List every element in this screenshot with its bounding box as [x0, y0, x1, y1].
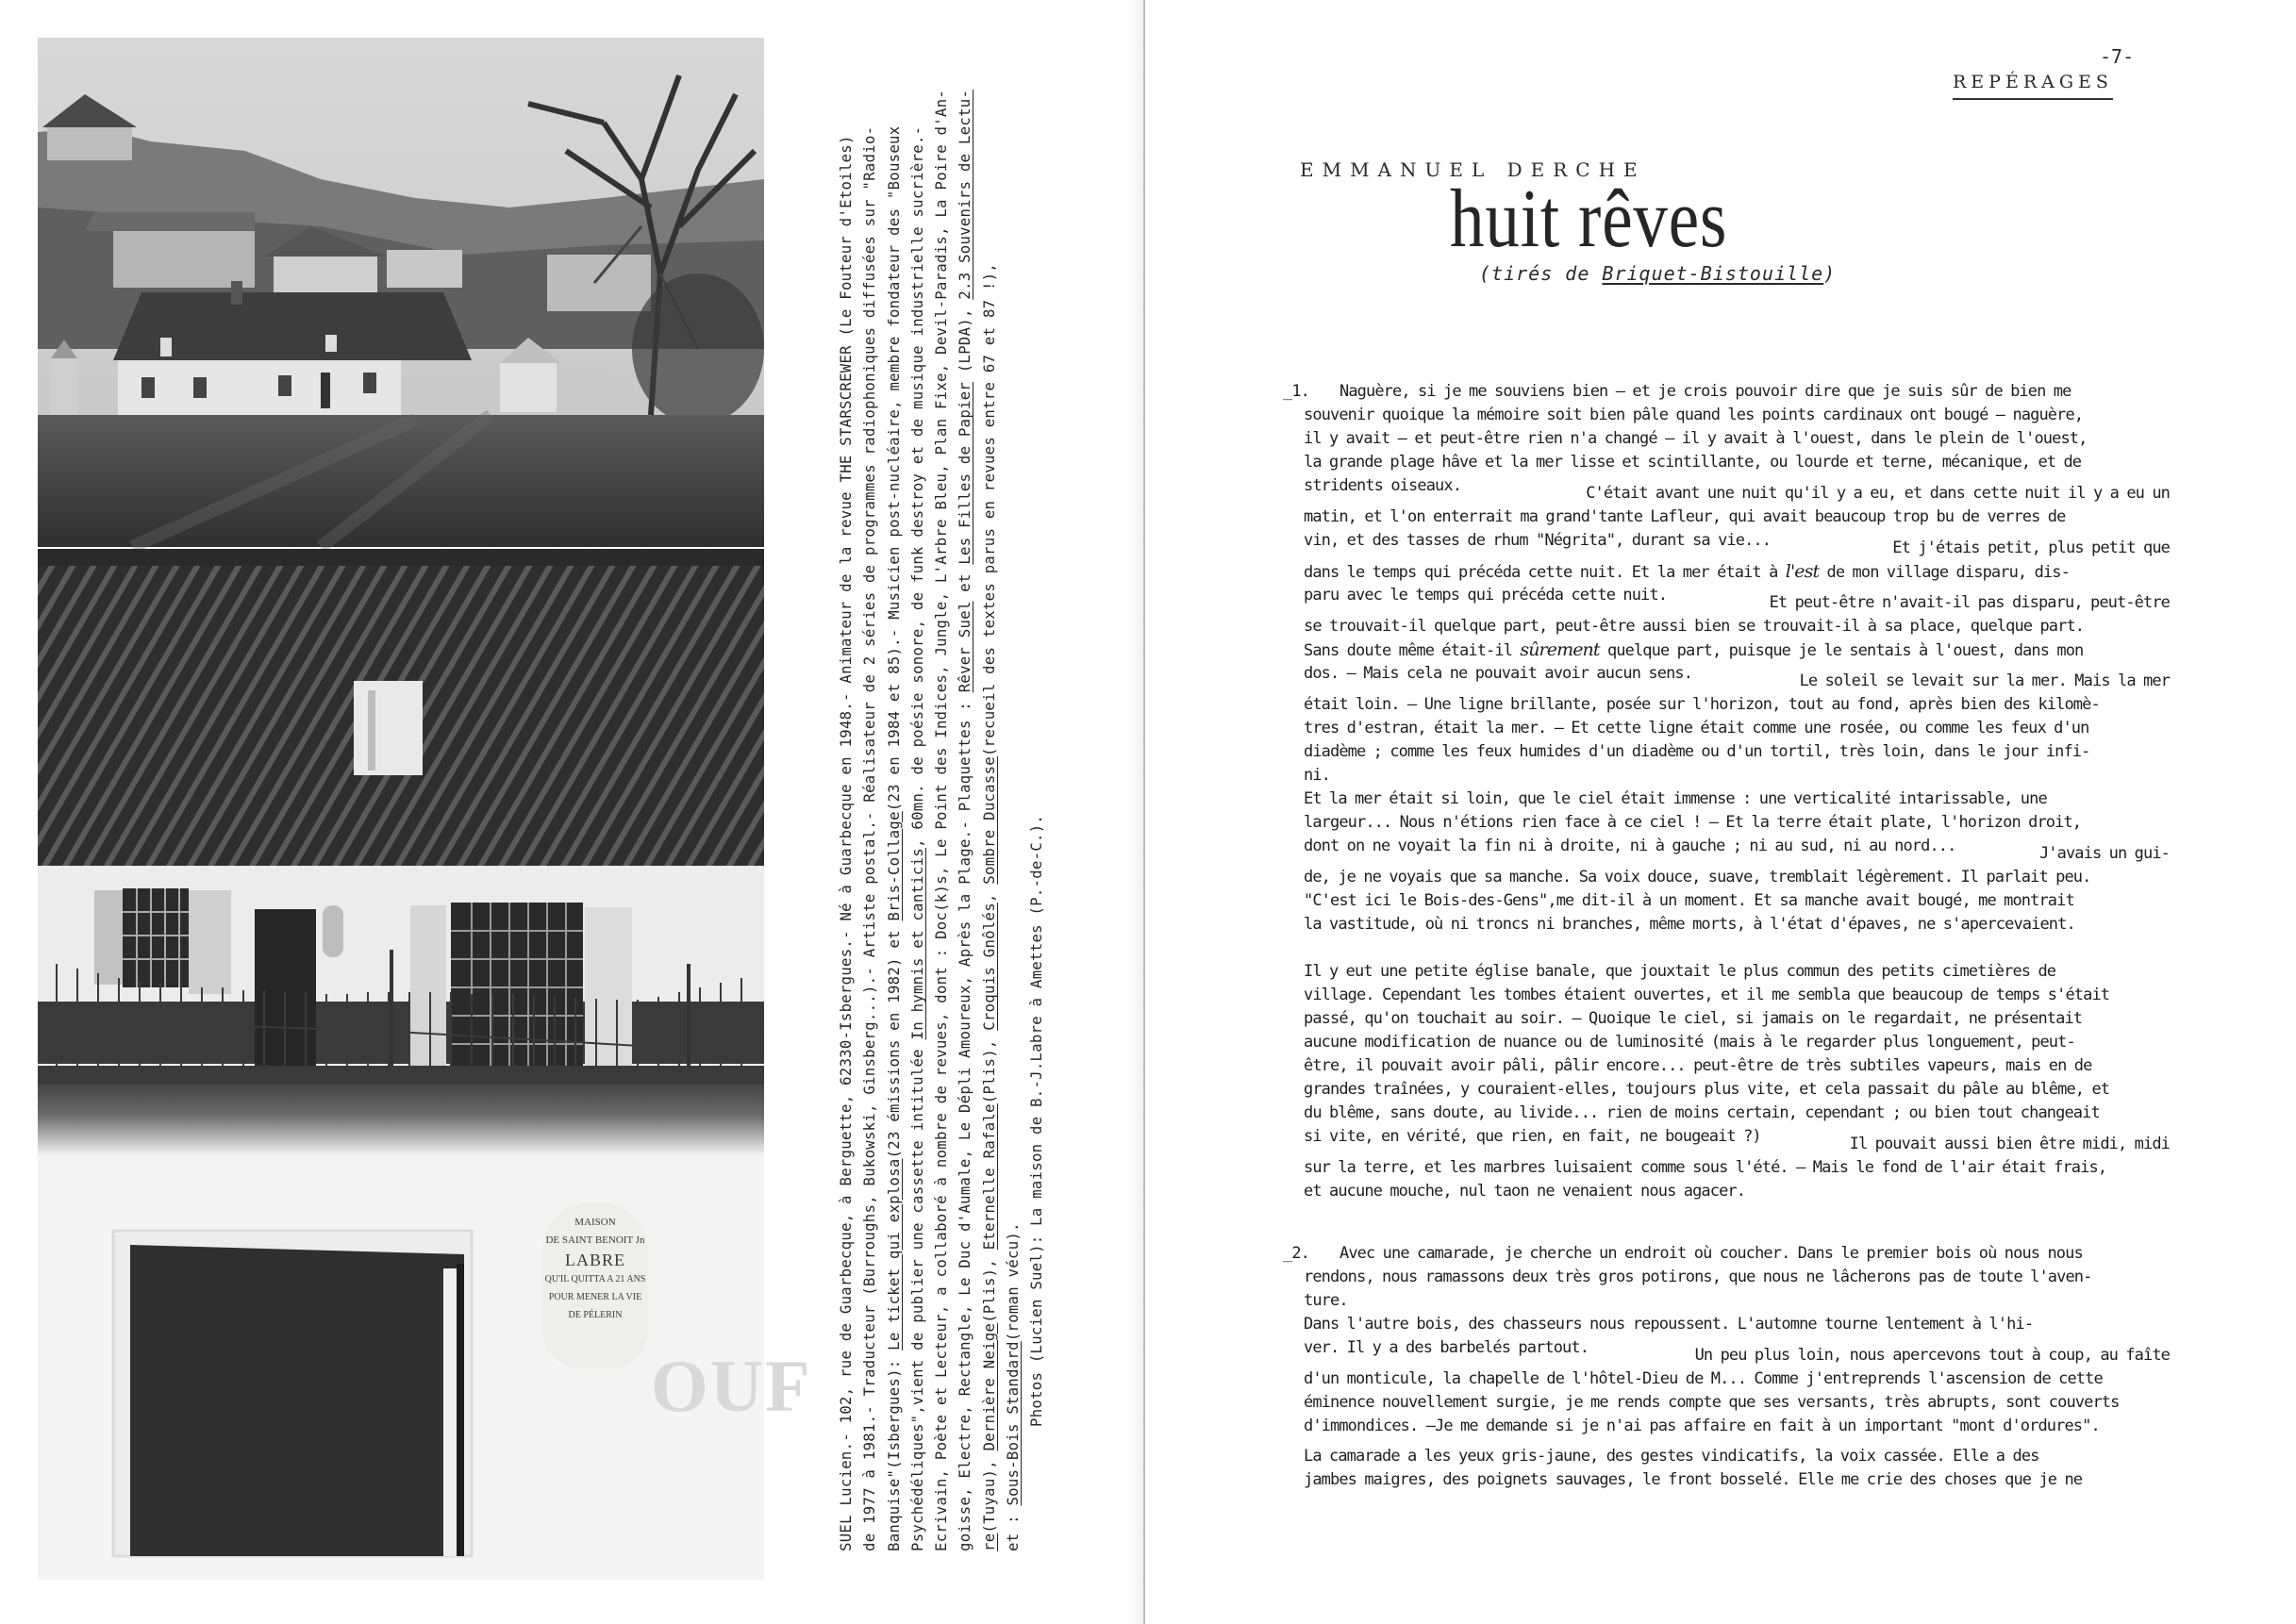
dream-number: _2.	[1283, 1244, 1310, 1263]
text-line	[1283, 1078, 2170, 1102]
text-run: d'un monticule, la chapelle de l'hôtel-Dieu de M... Comme j'entreprends l'ascension de cette	[1304, 1369, 2103, 1388]
text-run: Psychédéliques",vient de publier une cassette intitulée	[908, 1039, 926, 1551]
text-line	[1283, 835, 2170, 866]
text-line	[1283, 451, 2170, 474]
text-run: "C'est ici le Bois-des-Gens",me dit-il à un moment. Et sa manche avait bougé, me montrait	[1304, 891, 2074, 910]
text-run: J'avais un gui-	[2038, 844, 2170, 863]
text-run: dans le temps qui précéda cette nuit. Et la mer était à	[1304, 563, 1786, 582]
text-run: Le soleil se levait sur la mer. Mais la mer	[1799, 671, 2170, 690]
text-run: (Tuyau),	[980, 1450, 998, 1533]
line-start	[1304, 529, 1771, 553]
text-run: d'immondices. –Je me demande si je n'ai pas affaire en fait à un important "mont d'ordures".	[1304, 1417, 2100, 1435]
text-run: stridents oiseaux.	[1304, 476, 1462, 495]
text-line	[1283, 474, 2170, 505]
text-run: (recueil des textes parus en revues entre 67 et 87 !),	[980, 262, 998, 757]
piece-subtitle	[1479, 262, 1836, 285]
italic-emphasis: sûrement	[1520, 639, 1600, 660]
underlined-title: Rêver Suel	[957, 601, 974, 693]
text-line	[1283, 1445, 2170, 1468]
plaque-line: LABRE	[564, 1251, 625, 1269]
text-line	[1283, 505, 2170, 529]
bio-line	[883, 42, 907, 1551]
text-run: largeur... Nous n'étions rien face à ce ciel ! – Et la terre était plate, l'horizon droit,	[1304, 813, 2082, 832]
text-run: de, je ne voyais que sa manche. Sa voix douce, suave, tremblait légèrement. Il parlait peu.	[1304, 868, 2091, 887]
text-line	[1283, 1007, 2170, 1031]
line-start	[1304, 662, 1692, 686]
text-run: ver. Il y a des barbelés partout.	[1304, 1338, 1589, 1357]
dream-number: _1.	[1283, 382, 1310, 401]
faded-wall-lettering: OUF	[651, 1345, 812, 1427]
text-run: ture.	[1304, 1291, 1348, 1310]
text-line	[1283, 787, 2170, 811]
text-line	[1283, 1125, 2170, 1156]
underlined-title: Les Filles de Papier	[957, 381, 974, 565]
text-run: du blême, sans doute, au livide... rien de moins certain, cependant ; ou bien tout changeait	[1304, 1103, 2100, 1122]
text-run: Un peu plus loin, nous apercevons tout à coup, au faîte	[1694, 1346, 2170, 1365]
text-run: se trouvait-il quelque part, peut-être aussi bien se trouvait-il à sa place, quelque part.	[1304, 617, 2085, 636]
text-run: Il y eut une petite église banale, que jouxtait le plus commun des petits cimetières de	[1304, 962, 2056, 981]
text-line	[1283, 662, 2170, 693]
text-line	[1283, 811, 2170, 835]
text-run: aucune modification de nuance ou de luminosité (mais à le regarder plus longuement, peut-	[1304, 1033, 2075, 1052]
underlined-title: 2.3 Souvenirs de Lectu-	[957, 89, 974, 300]
text-line	[1283, 913, 2170, 936]
subtitle-suffix: )	[1823, 262, 1837, 285]
dream-1-continued	[1283, 960, 2170, 1203]
text-line	[1283, 693, 2170, 717]
text-run: Et j'étais petit, plus petit que	[1892, 539, 2170, 557]
dream-2-text	[1283, 1242, 2170, 1438]
text-run: éminence nouvellement surgie, je me rends compte que ses versants, très abrupts, sont couverts	[1304, 1393, 2120, 1412]
commemorative-plaque	[542, 1202, 648, 1368]
italic-emphasis: l'est	[1785, 561, 1820, 582]
text-line	[1283, 764, 2170, 787]
line-start	[1304, 584, 1667, 607]
text-line	[1283, 1289, 2170, 1313]
text-run: diadème ; comme les feux humides d'un diadème ou d'un tortil, très loin, dans le jour infi-	[1304, 742, 2090, 761]
text-run: Avec une camarade, je cherche un endroit où coucher. Dans le premier bois où nous nous	[1339, 1244, 2083, 1263]
author-bio-vertical	[835, 42, 1050, 1551]
plaque-line: MAISON	[574, 1217, 616, 1228]
underlined-title: re	[980, 1533, 998, 1551]
text-run: la vastitude, où ni troncs ni branches, même morts, à l'état d'épaves, ne s'apercevaient.	[1304, 915, 2075, 934]
facade-photo-drawing	[38, 549, 764, 1064]
text-line	[1283, 638, 2170, 662]
photo-village-view	[38, 38, 764, 547]
text-run: (Plis),	[980, 1250, 998, 1323]
text-run: paru avec le temps qui précéda cette nuit.	[1304, 586, 1668, 605]
text-run: SUEL Lucien.- 102, rue de Guarbecque, à Berguette, 62330-Isbergues.- Né à Guarbecque en 1948.- Animateur de la revue THE STARSCREWER (Le Fouteur d'Etoiles)	[838, 135, 855, 1551]
text-run: (23 émissions en 1982) et	[885, 920, 903, 1159]
text-line	[1283, 560, 2170, 584]
text-run: goisse, Electre, Rectangle, Le Duc d'Aumale, Le Dépli Amoureux, Après la Plage.- Plaquettes :	[957, 692, 974, 1551]
text-run: (roman vécu).	[1005, 1222, 1023, 1342]
plaque-line: DE PÉLERIN	[568, 1310, 623, 1320]
plaque-line: QU'IL QUITTA A 21 ANS	[544, 1274, 646, 1284]
text-line	[1283, 1266, 2170, 1289]
text-line	[1283, 584, 2170, 615]
underlined-title: Croquis Gnôlés	[980, 903, 998, 1031]
text-run: ni.	[1304, 766, 1331, 785]
text-run: il y avait – et peut-être rien n'a changé – il y avait à l'ouest, dans le plein de l'ouest,	[1304, 429, 2088, 448]
text-run: (23 en 1984 et 85).- Musicien post-nucléaire, membre fondateur des "Bouseux	[885, 125, 903, 812]
text-line	[1283, 615, 2170, 638]
text-run: Ecrivain, Poète et Lecteur, a collaboré à nombre de revues, dont : Doc(k)s, Le Point des Indices, Jungle, L'Arbre Bleu, Plan Fixe, Devil-Paradis, La Poire d'An-	[933, 89, 951, 1551]
piece-title: huit rêves	[1450, 174, 1728, 265]
line-end	[1800, 670, 2170, 693]
text-run: Il pouvait aussi bien être midi, midi	[1849, 1135, 2170, 1153]
text-run: et	[957, 564, 974, 602]
underlined-title: Eternelle Rafale	[980, 1103, 998, 1251]
underlined-title: Le ticket qui explosa	[885, 1158, 903, 1351]
text-run: Et peut-être n'avait-il pas disparu, peut-être	[1769, 593, 2170, 612]
text-line	[1283, 1242, 2170, 1266]
text-run: La camarade a les yeux gris-jaune, des gestes vindicatifs, la voix cassée. Elle a des	[1304, 1447, 2039, 1466]
text-line	[1283, 960, 2170, 984]
text-run: souvenir quoique la mémoire soit bien pâle quand les points cardinaux ont bougé – naguère,	[1304, 406, 2084, 424]
text-line	[1283, 1102, 2170, 1125]
text-run: sur la terre, et les marbres luisaient comme sous l'été. – Mais le fond de l'air était frais,	[1304, 1158, 2107, 1177]
bio-line	[1002, 42, 1025, 1551]
text-run: être, il pouvait avoir pâli, pâlir encore... peut-être de très subtiles vapeurs, mais en de	[1304, 1056, 2092, 1075]
text-line	[1283, 866, 2170, 889]
page-number: -7-	[2100, 45, 2135, 68]
text-run: Banquise"(Isbergues):	[885, 1350, 903, 1551]
text-run: si vite, en vérité, que rien, en fait, ne bougeait ?)	[1304, 1127, 1761, 1146]
text-run: C'était avant une nuit qu'il y a eu, et dans cette nuit il y a eu un	[1586, 484, 2170, 503]
line-end	[1695, 1344, 2170, 1367]
text-line	[1283, 1054, 2170, 1078]
dream-2-continued	[1283, 1445, 2170, 1492]
text-run: de mon village disparu, dis-	[1819, 563, 2070, 582]
text-run: Naguère, si je me souviens bien – et je crois pouvoir dire que je suis sûr de bien me	[1339, 382, 2071, 401]
photo-credit: Photos (Lucien Suel): La maison de B.-J.Labre à Amettes (P.-de-C.).	[1028, 814, 1046, 1427]
text-line	[1283, 1468, 2170, 1492]
author-name: EMMANUEL DERCHE	[1300, 158, 1646, 181]
text-run: vin, et des tasses de rhum "Négrita", durant sa vie...	[1304, 531, 1772, 550]
text-run: rendons, nous ramassons deux très gros potirons, que nous ne lâcherons pas de toute l'aven-	[1304, 1268, 2092, 1286]
line-start	[1304, 835, 1955, 858]
text-line	[1283, 740, 2170, 764]
underlined-title: Sombre Ducasse	[980, 756, 998, 885]
line-end	[1770, 591, 2170, 615]
page-gutter	[1143, 0, 1145, 1624]
line-start	[1304, 474, 1461, 498]
village-photo-drawing	[38, 38, 764, 547]
line-end	[1586, 482, 2170, 505]
text-run: la grande plage hâve et la mer lisse et scintillante, ou lourde et terne, mécanique, et de	[1304, 453, 2082, 472]
bio-line	[907, 42, 930, 1551]
line-end	[2039, 842, 2170, 866]
text-line	[1283, 1367, 2170, 1391]
text-line	[1283, 1391, 2170, 1415]
gutter-shadow	[1128, 0, 1143, 1624]
text-line	[1283, 717, 2170, 740]
text-line	[1283, 1336, 2170, 1367]
subtitle-prefix: (tirés de	[1479, 262, 1603, 285]
photo-house-facade	[38, 549, 764, 1064]
text-line	[1283, 529, 2170, 560]
text-line	[1283, 1156, 2170, 1180]
text-run: ,	[980, 884, 998, 903]
plaque-line: POUR MENER LA VIE	[548, 1292, 642, 1302]
bio-lines	[835, 42, 1025, 1551]
text-run: et aucune mouche, nul taon ne venaient nous agacer.	[1304, 1182, 1746, 1201]
text-run: dos. – Mais cela ne pouvait avoir aucun sens.	[1304, 664, 1693, 683]
text-run: de 1977 à 1981.- Traducteur (Burroughs, Bukowski, Ginsberg...).- Artiste postal.- Réalisateur de 2 séries de programmes radiophoniques diffusées sur "Radio-	[861, 125, 879, 1551]
underlined-title: In hymnis et canticis	[908, 848, 926, 1040]
line-end	[1850, 1133, 2170, 1156]
text-run: Et la mer était si loin, que le ciel était immense : une verticalité intarissable, une	[1304, 789, 2047, 808]
text-run: était loin. – Une ligne brillante, posée sur l'horizon, tout au fond, après bien des kilomè-	[1304, 695, 2100, 714]
text-run: tres d'estran, était la mer. – Et cette ligne était comme une rosée, ou comme les feux d'un	[1304, 719, 2089, 737]
text-line	[1283, 889, 2170, 913]
text-run: jambes maigres, des poignets sauvages, le front bosselé. Elle me crie des choses que je ne	[1304, 1470, 2083, 1489]
door-photo-drawing	[38, 1066, 764, 1580]
text-run: dont on ne voyait la fin ni à droite, ni à gauche ; ni au sud, ni au nord...	[1304, 837, 1956, 855]
text-run: , 60mn. de poésie sonore, de funk destroy et de musique industrielle sucrière.-	[908, 125, 926, 848]
text-run: matin, et l'on enterrait ma grand'tante Lafleur, qui avait beaucoup trop bu de verres de	[1304, 507, 2066, 526]
text-line	[1283, 1031, 2170, 1054]
subtitle-work-title: Briquet-Bistouille	[1602, 262, 1824, 285]
text-line	[1283, 427, 2170, 451]
bio-line	[954, 42, 977, 1551]
text-run: passé, qu'on touchait au soir. – Quoique le ciel, si jamais on le regardait, ne présentait	[1304, 1009, 2083, 1028]
text-line	[1283, 1415, 2170, 1438]
text-run: (LPDA),	[957, 299, 974, 382]
line-end	[1892, 537, 2170, 560]
text-run: et :	[1005, 1505, 1023, 1551]
text-line	[1283, 1180, 2170, 1203]
text-run: (Plis),	[980, 1030, 998, 1104]
text-run: Dans l'autre bois, des chasseurs nous repoussent. L'automne tourne lentement à l'hi-	[1304, 1315, 2034, 1334]
text-run: Sans doute même était-il	[1304, 641, 1521, 660]
photo-door-plaque	[38, 1066, 812, 1580]
section-heading: REPÉRAGES	[1953, 72, 2113, 100]
text-line	[1283, 404, 2170, 427]
text-line	[1283, 1313, 2170, 1336]
dream-1-text	[1283, 380, 2170, 936]
line-start	[1304, 1336, 1589, 1360]
line-start	[1304, 1125, 1761, 1149]
plaque-line: DE SAINT BENOIT Jn	[545, 1235, 645, 1246]
bio-line	[978, 42, 1002, 1551]
bio-line	[930, 42, 954, 1551]
underlined-title: Dernière Neige	[980, 1322, 998, 1451]
text-run: grandes traînées, y couraient-elles, toujours plus vite, et cela passait du pâle au blême, et	[1304, 1080, 2110, 1099]
text-run: quelque part, puisque je le sentais à l'ouest, dans mon	[1599, 641, 2084, 660]
bio-line	[835, 42, 858, 1551]
text-line	[1283, 984, 2170, 1007]
underlined-title: Bris-Collage	[885, 811, 903, 921]
bio-line	[858, 42, 882, 1551]
underlined-title: Sous-Bois Standard	[1005, 1341, 1023, 1506]
text-run: village. Cependant les tombes étaient ouvertes, et il me sembla que beaucoup de temps s'était	[1304, 986, 2110, 1004]
text-line	[1283, 380, 2170, 404]
